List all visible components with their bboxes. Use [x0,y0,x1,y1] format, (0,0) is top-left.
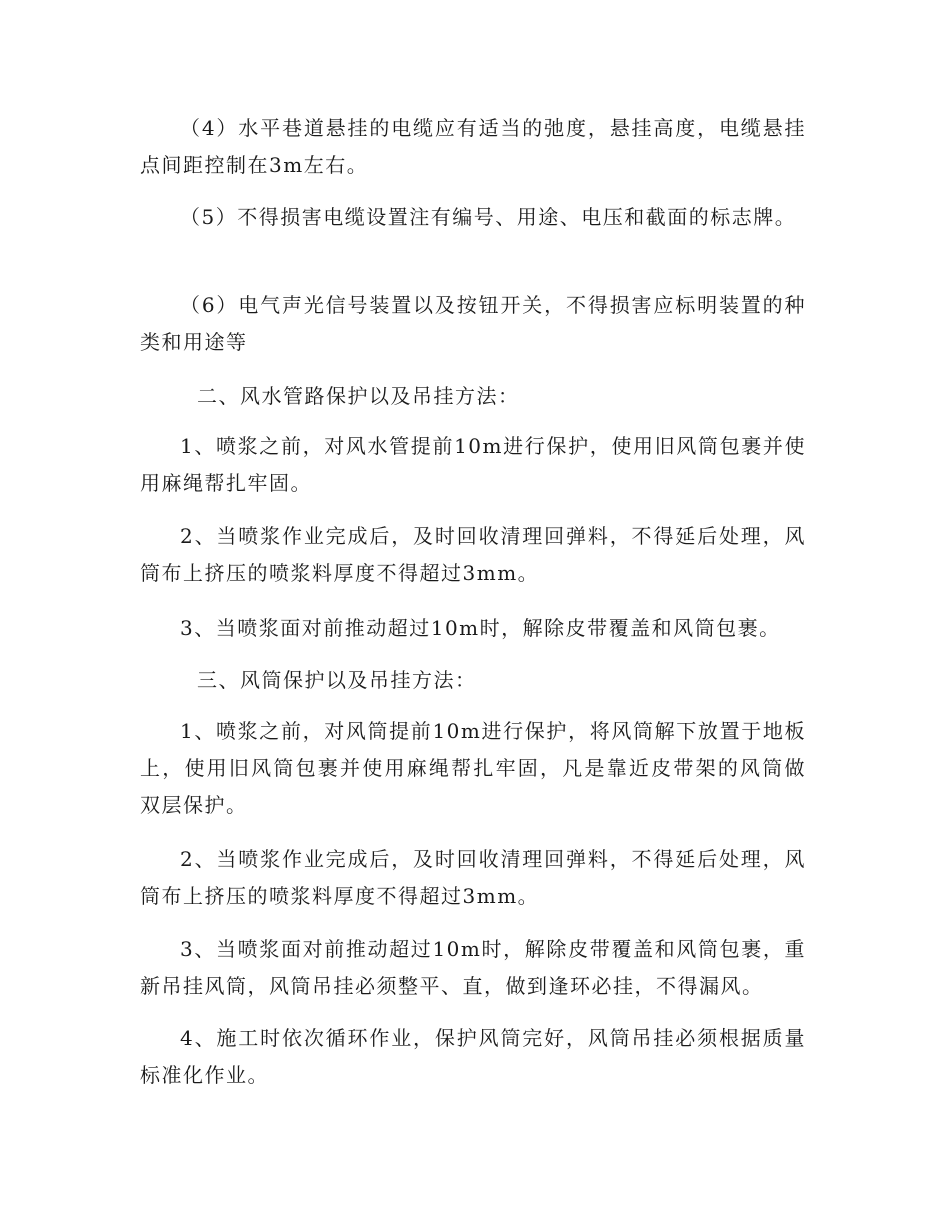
signal-device-paragraph: （6）电气声光信号装置以及按钮开关，不得损害应标明装置的种类和用途等 [140,293,806,354]
pipe-protection-step-3: 3、当喷浆面对前推动超过10m时，解除皮带覆盖和风筒包裹。 [180,616,781,640]
duct-protection-step-2: 2、当喷浆作业完成后，及时回收清理回弹料，不得延后处理，风筒布上挤压的喷浆料厚度不得超过3mm。 [140,847,806,908]
cable-sign-paragraph: （5）不得损害电缆设置注有编号、用途、电压和截面的标志牌。 [180,205,797,229]
cable-sag-paragraph: （4）水平巷道悬挂的电缆应有适当的弛度，悬挂高度，电缆悬挂点间距控制在3m左右。 [140,116,806,177]
section-heading-water-air-pipes: 二、风水管路保护以及吊挂方法： [197,384,520,408]
duct-protection-step-1: 1、喷浆之前，对风筒提前10m进行保护，将风筒解下放置于地板上，使用旧风筒包裹并使用麻绳帮扎牢固，凡是靠近皮带架的风筒做双层保护。 [140,719,806,817]
pipe-protection-step-1: 1、喷浆之前，对风水管提前10m进行保护，使用旧风筒包裹并使用麻绳帮扎牢固。 [140,434,806,495]
pipe-protection-step-2: 2、当喷浆作业完成后，及时回收清理回弹料，不得延后处理，风筒布上挤压的喷浆料厚度不得超过3mm。 [140,524,806,585]
duct-protection-step-3: 3、当喷浆面对前推动超过10m时，解除皮带覆盖和风筒包裹，重新吊挂风筒，风筒吊挂必须整平、直，做到逢环必挂，不得漏风。 [140,937,806,998]
duct-protection-step-4: 4、施工时依次循环作业，保护风筒完好，风筒吊挂必须根据质量标准化作业。 [140,1026,806,1087]
section-heading-air-duct: 三、风筒保护以及吊挂方法： [197,668,477,692]
